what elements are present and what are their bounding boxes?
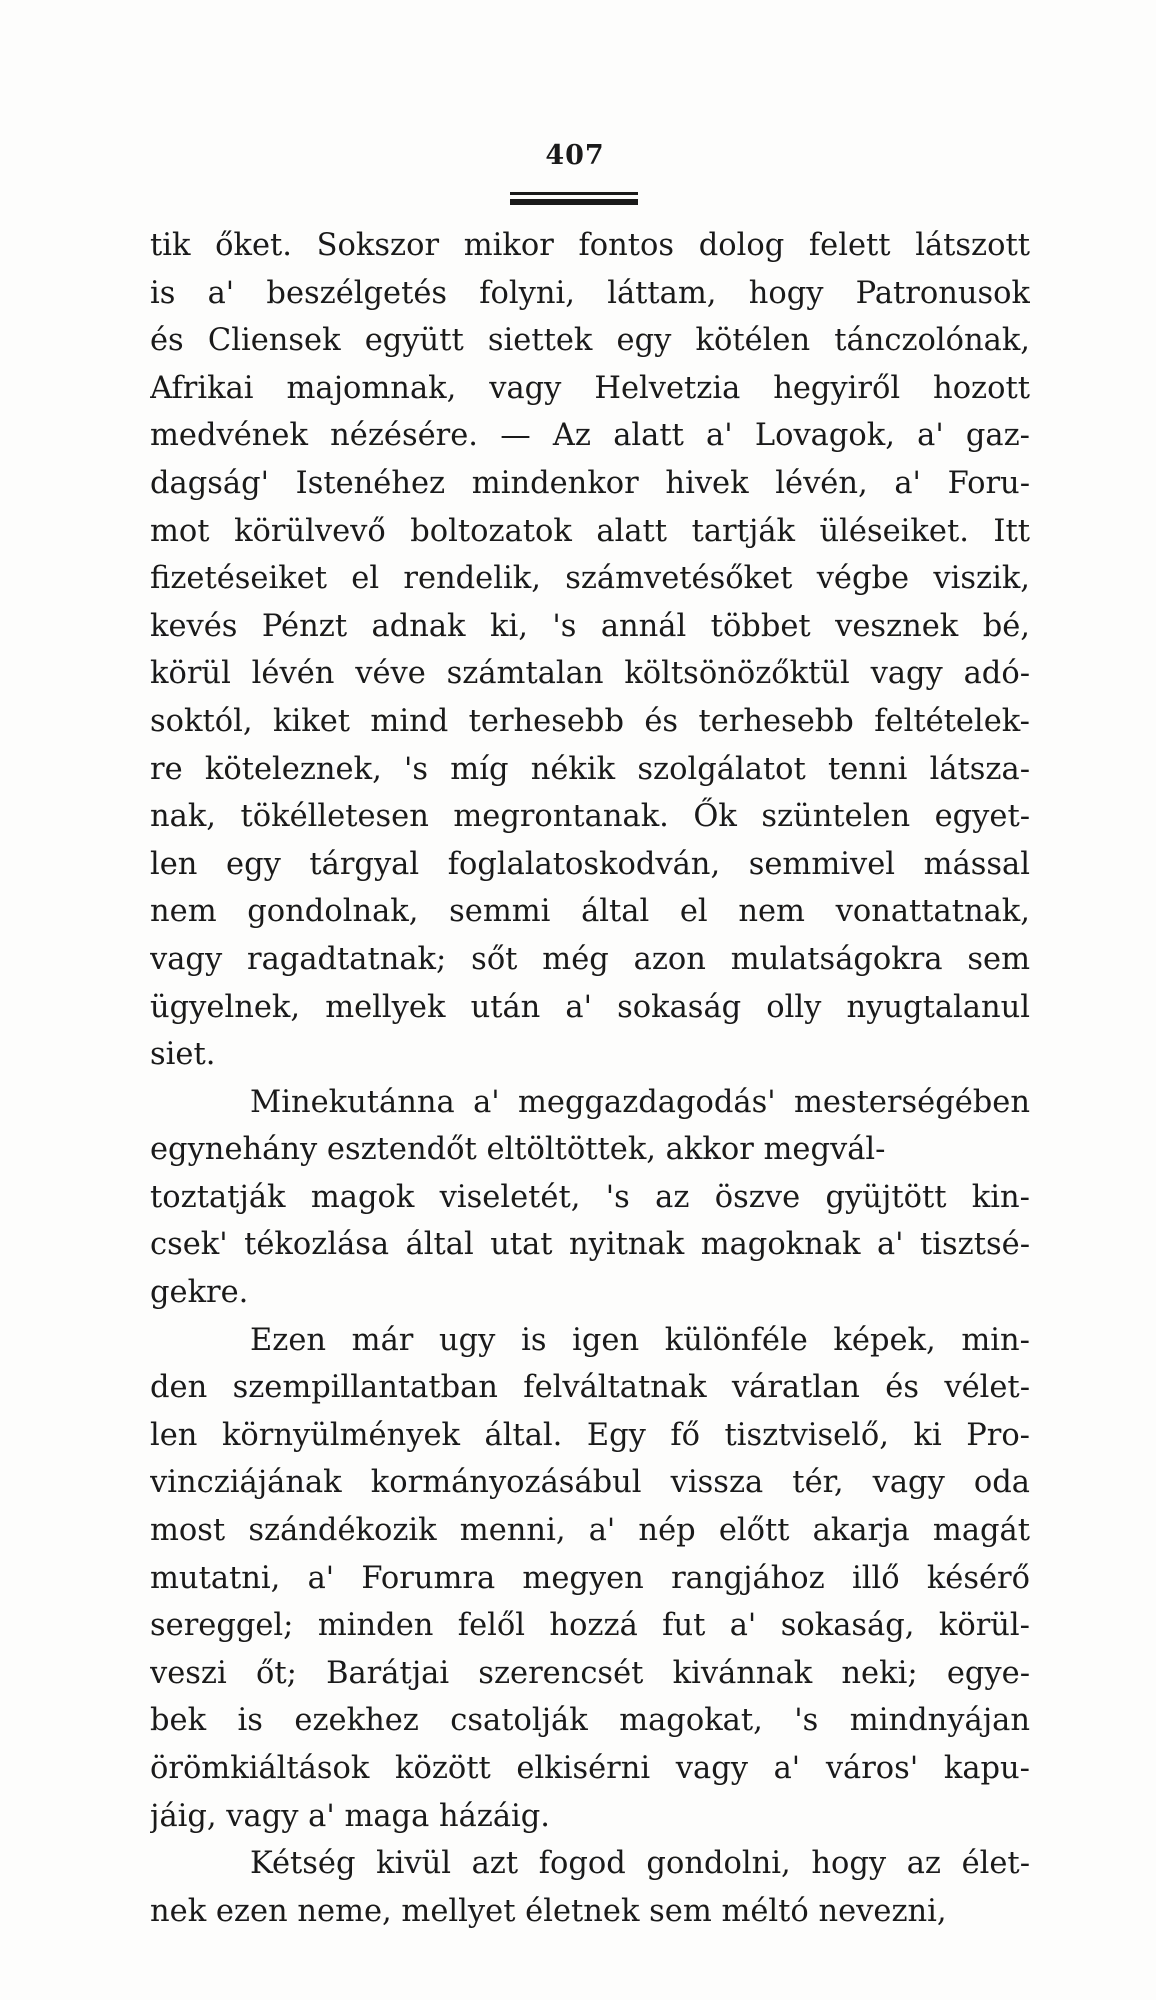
- text-line: veszi őt; Barátjai szerencsét kivánnak neki; egye-: [150, 1655, 1030, 1691]
- text-line: csek' tékozlása által utat nyitnak magoknak a' tisztsé-: [150, 1227, 1030, 1263]
- text-line: medvének nézésére. — Az alatt a' Lovagok, a' gaz-: [150, 418, 1030, 454]
- text-line: jáig, vagy a' maga házáig.: [150, 1798, 550, 1834]
- text-line: mot körülvevő boltozatok alatt tartják üléseiket. Itt: [150, 513, 1030, 549]
- text-line: re köteleznek, 's míg nékik szolgálatot tenni látsza-: [150, 751, 1030, 787]
- text-line: körül lévén véve számtalan költsönözőktül vagy adó-: [150, 656, 1030, 692]
- body-text: [150, 222, 1030, 1935]
- text-line: ügyelnek, mellyek után a' sokaság olly nyugtalanul: [150, 989, 1030, 1025]
- text-line: is a' beszélgetés folyni, láttam, hogy Patronusok: [150, 275, 1030, 311]
- header-rule-thick: [510, 199, 638, 205]
- text-line: siet.: [150, 1037, 216, 1073]
- text-line: most szándékozik menni, a' nép előtt akarja magát: [150, 1513, 1030, 1549]
- text-line: nak, tökélletesen megrontanak. Ők szüntelen egyet-: [150, 799, 1030, 835]
- text-line: den szempillantatban felváltatnak váratlan és vélet-: [150, 1370, 1030, 1406]
- page-number: 407: [545, 140, 605, 171]
- text-line: vincziájának kormányozásábul vissza tér, vagy oda: [150, 1465, 1030, 1501]
- text-line: sereggel; minden felől hozzá fut a' sokaság, körül-: [150, 1608, 1030, 1644]
- text-line: egynehány esztendőt eltöltöttek, akkor megvál-: [150, 1132, 886, 1168]
- text-line: és Cliensek együtt siettek egy kötélen tánczolónak,: [150, 323, 1030, 359]
- text-line: vagy ragadtatnak; sőt még azon mulatságokra sem: [150, 941, 1030, 977]
- text-line: örömkiáltások között elkisérni vagy a' város' kapu-: [150, 1751, 1030, 1786]
- text-line: Kétség kivül azt fogod gondolni, hogy az élet-: [250, 1846, 1030, 1882]
- text-line: dagság' Istenéhez mindenkor hivek lévén, a' Foru-: [150, 465, 1030, 501]
- text-line: mutatni, a' Forumra megyen rangjához illő késérő: [150, 1560, 1030, 1596]
- text-line: toztatják magok viseletét, 's az öszve gyüjtött kin-: [150, 1179, 1030, 1215]
- text-line: nek ezen neme, mellyet életnek sem méltó nevezni,: [150, 1893, 947, 1929]
- text-line: Afrikai majomnak, vagy Helvetzia hegyiről hozott: [150, 370, 1030, 406]
- text-line: nem gondolnak, semmi által el nem vonattatnak,: [150, 894, 1030, 930]
- text-line: Minekutánna a' meggazdagodás' mesterségében: [250, 1084, 1030, 1120]
- text-line: gekre.: [150, 1275, 249, 1311]
- text-line: kevés Pénzt adnak ki, 's annál többet vesznek bé,: [150, 608, 1030, 644]
- text-line: tik őket. Sokszor mikor fontos dolog felett látszott: [150, 228, 1030, 263]
- text-line: Ezen már ugy is igen különféle képek, min-: [250, 1322, 1030, 1358]
- text-line: len környülmények által. Egy fő tisztviselő, ki Pro-: [150, 1417, 1030, 1453]
- header-rule-thin: [510, 192, 638, 195]
- text-line: fizetéseiket el rendelik, számvetésőket végbe viszik,: [150, 561, 1030, 597]
- text-line: soktól, kiket mind terhesebb és terhesebb feltételek-: [150, 703, 1030, 739]
- text-line: bek is ezekhez csatolják magokat, 's mindnyájan: [150, 1703, 1030, 1739]
- text-line: len egy tárgyal foglalatoskodván, semmivel mással: [150, 846, 1030, 882]
